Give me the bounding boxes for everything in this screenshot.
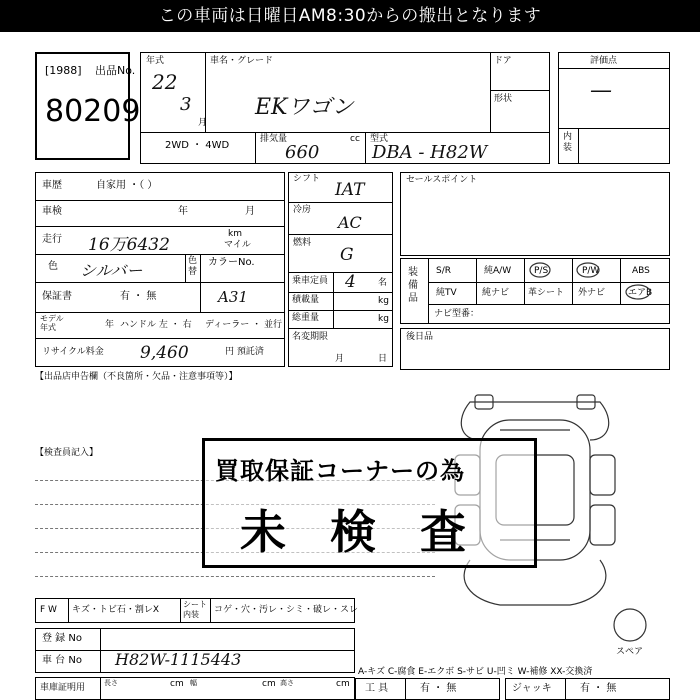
equip-aw: 純A/W — [484, 266, 512, 276]
dealer-note-label: 【出品店申告欄（不良箇所・欠品・注意事項等）】 — [35, 372, 238, 382]
door-label: ドア — [494, 56, 512, 66]
cert-length-label: 長さ — [104, 679, 118, 687]
jack-value: 有 ・ 無 — [580, 683, 617, 694]
mile-unit: マイル — [224, 240, 251, 250]
jack-label: ジャッキ — [512, 683, 552, 694]
km-unit: km — [228, 229, 242, 239]
fw-text: キズ・トビ石・割レX — [72, 605, 159, 615]
cert-label: 車庫証明用 — [40, 683, 86, 693]
cert-height-unit: cm — [336, 679, 350, 689]
gross-label: 総重量 — [292, 313, 320, 323]
ac-label: 冷房 — [293, 205, 312, 215]
equip-abs: ABS — [632, 266, 650, 276]
navi-model-label: ナビ型番： — [434, 309, 480, 319]
lot-number: 80209 — [45, 94, 141, 129]
sales-point-label: セールスポイント — [406, 175, 478, 185]
equip-ps: P/S — [534, 266, 549, 276]
warranty-label: 保証書 — [42, 291, 72, 302]
inspection-year-unit: 年 — [178, 206, 188, 217]
delivery-label: 後日品 — [406, 332, 434, 342]
month-unit: 月 — [198, 118, 208, 128]
model-label: 型式 — [370, 134, 389, 144]
shift-value: IAT — [335, 180, 365, 200]
load-label: 積載量 — [292, 295, 320, 305]
model-value: DBA - H82W — [372, 142, 488, 163]
reg-no-label: 登 録 No — [42, 633, 82, 644]
equip-leather: 革シート — [528, 288, 565, 298]
color-change-label: 色替 — [188, 256, 198, 277]
name-change-label: 名変期限 — [292, 332, 329, 342]
colorno-value: A31 — [218, 288, 248, 306]
recycle-fee: 9,460 — [140, 343, 189, 363]
year-value: 22 — [152, 70, 178, 94]
damage-legend: A-キズ C-腐食 E-エクボ S-サビ U-凹ミ W-補修 XX-交換済 — [358, 667, 593, 677]
model-year-label: モデル年式 — [40, 314, 64, 332]
reg-value: 自家用 ・（ ） — [96, 180, 158, 191]
fuel-value: G — [340, 245, 354, 265]
shift-label: シフト — [293, 174, 321, 184]
lot-year: 1988 — [49, 64, 78, 77]
color-label: 色 — [48, 261, 58, 272]
model-year-unit: 年 — [105, 320, 115, 330]
chassis-label: 車 台 No — [42, 655, 82, 666]
displacement-unit: cc — [350, 134, 360, 144]
equip-ext-navi: 外ナビ — [578, 288, 606, 298]
capacity-unit: 名 — [378, 278, 388, 288]
inspector-label: 【検査員記入】 — [35, 448, 99, 458]
spare-label: スペア — [616, 647, 644, 657]
lot-label: 出品No. — [95, 64, 136, 77]
gross-unit: kg — [378, 314, 389, 324]
equip-sr: S/R — [436, 266, 451, 276]
cert-width-label: 幅 — [190, 679, 197, 687]
inspection-month-unit: 月 — [245, 206, 255, 217]
tools-label: 工 具 — [365, 683, 389, 694]
lot-year-tag: [1988] — [45, 64, 82, 77]
year-label: 年式 — [146, 56, 165, 66]
recycle-label: リサイクル料金 — [42, 347, 104, 357]
fuel-label: 燃料 — [293, 238, 312, 248]
inspection-label: 車検 — [42, 206, 62, 217]
name-change-month: 月 — [335, 354, 345, 364]
score-label: 評価点 — [590, 56, 618, 66]
reg-label: 車歴 — [42, 180, 62, 191]
fw-label: F W — [40, 605, 57, 615]
equipment-label: 装備品 — [408, 267, 418, 304]
inspection-stamp — [202, 438, 537, 568]
chassis-value: H82W-1115443 — [115, 650, 242, 669]
tools-value: 有 ・ 無 — [420, 683, 457, 694]
stamp-line1: 買取保証コーナーの為 — [215, 457, 465, 485]
capacity-value: 4 — [345, 272, 356, 292]
color-value: シルバー — [80, 261, 143, 280]
equip-tv: 純TV — [436, 288, 457, 298]
dealer-label: ディーラー ・ 並行 — [205, 320, 283, 330]
equip-navi: 純ナビ — [482, 288, 510, 298]
stamp-line2: 未 検 査 — [240, 505, 481, 559]
vehicle-name: EKワゴン — [255, 95, 354, 120]
cert-width-unit: cm — [262, 679, 276, 689]
colorno-label: カラーNo. — [208, 257, 255, 268]
seat-text: コゲ・穴・汚レ・シミ・破レ・スレ — [214, 605, 359, 615]
handle-label: ハンドル 左 ・ 右 — [120, 320, 192, 330]
month-value: 3 — [180, 94, 192, 115]
equip-airbag: エアB — [628, 288, 653, 298]
page-banner: この車両は日曜日AM8:30からの搬出となります — [0, 0, 700, 32]
load-unit: kg — [378, 296, 389, 306]
drive-label: 2WD ・ 4WD — [165, 140, 230, 151]
interior-label: 内装 — [563, 132, 573, 153]
score-value: — — [590, 78, 612, 103]
cert-height-label: 高さ — [280, 679, 294, 687]
recycle-unit: 円 預託済 — [225, 347, 264, 357]
name-change-day: 日 — [378, 354, 388, 364]
capacity-label: 乗車定員 — [292, 276, 329, 286]
mileage-value: 16万6432 — [88, 235, 170, 255]
cert-length-unit: cm — [170, 679, 184, 689]
equip-pw: P/W — [582, 266, 600, 276]
shape-label: 形状 — [494, 94, 513, 104]
name-label: 車名・グレード — [210, 56, 274, 66]
warranty-value: 有 ・ 無 — [120, 291, 157, 302]
displacement-value: 660 — [285, 142, 320, 163]
ac-value: AC — [338, 213, 362, 232]
seat-label: シート内装 — [183, 600, 207, 619]
mileage-label: 走行 — [42, 234, 62, 245]
displacement-label: 排気量 — [260, 134, 288, 144]
